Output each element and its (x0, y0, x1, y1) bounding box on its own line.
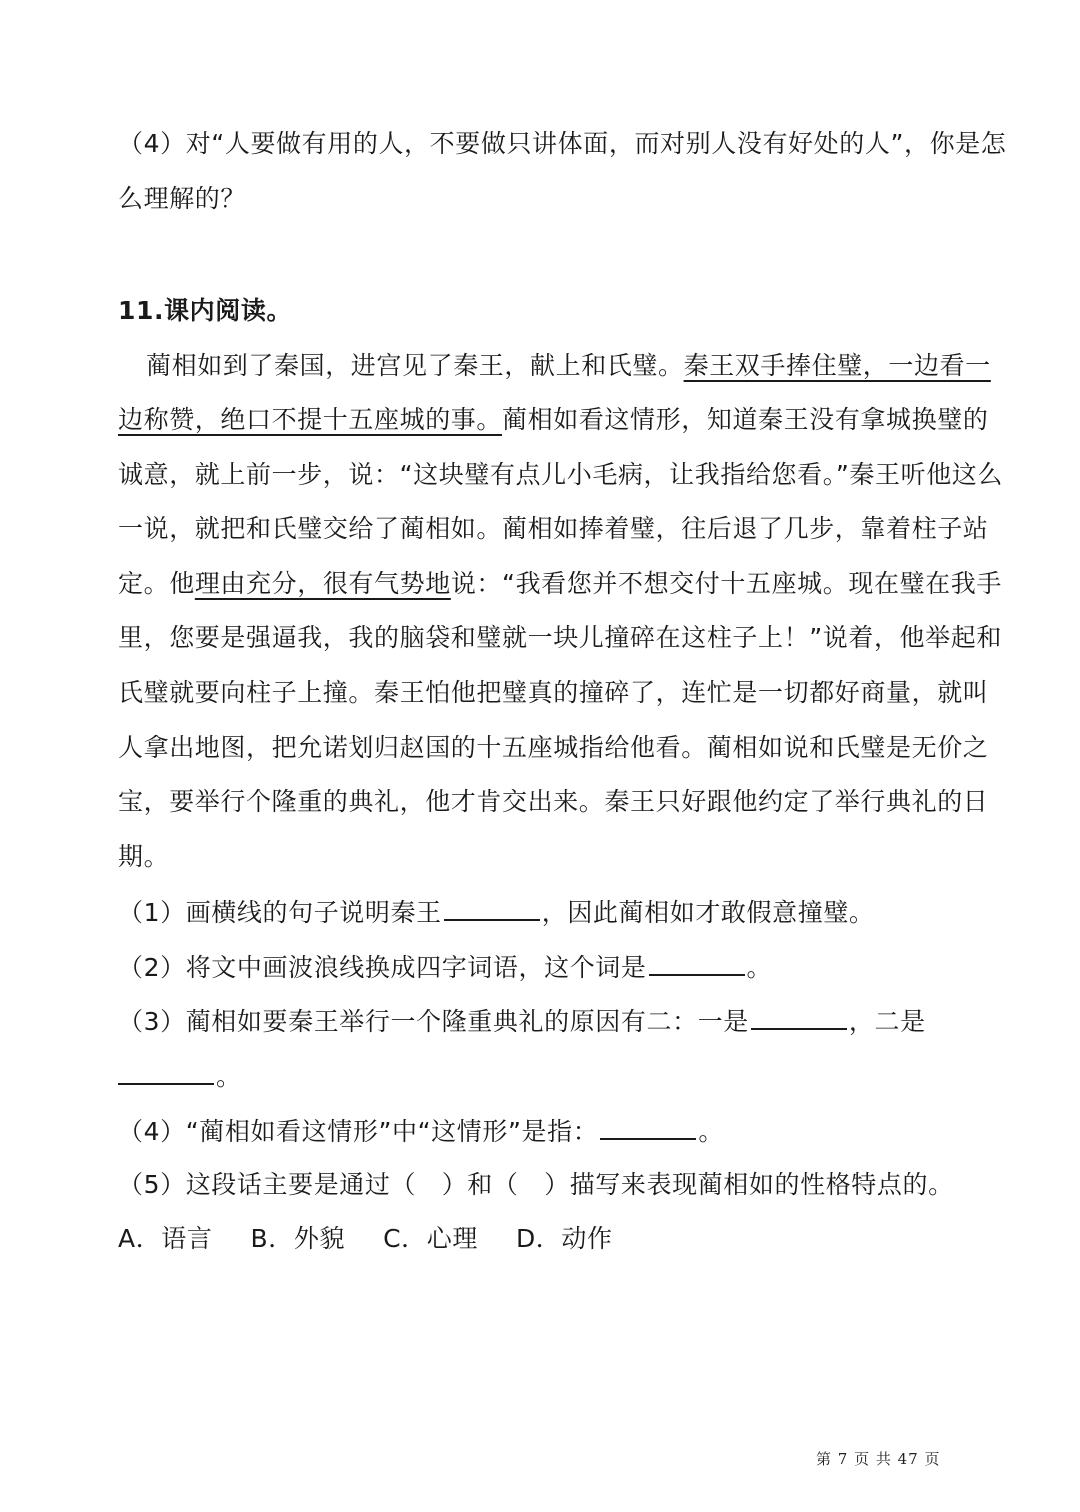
answer-blank[interactable] (444, 895, 540, 921)
passage-text: 定。他 (118, 569, 195, 598)
option-a[interactable]: A．语言 (118, 1224, 213, 1253)
question-text: 。 (746, 953, 773, 982)
passage-line-8: 人拿出地图，把允诺划归赵国的十五座城指给他看。蔺相如说和氏璧是无价之 (118, 733, 989, 762)
passage-line-3: 诚意，就上前一步，说：“这块璧有点儿小毛病，让我指给您看。”秦王听他这么 (118, 460, 1004, 489)
option-b[interactable]: B．外貌 (250, 1224, 346, 1253)
passage-line-5 (118, 567, 1002, 601)
question-4 (118, 1114, 724, 1149)
options-row (118, 1222, 651, 1256)
question-3 (118, 1004, 926, 1039)
passage-text: 蔺相如到了秦国，进宫见了秦王，献上和氏璧。 (146, 351, 684, 380)
question-text: （1）画横线的句子说明秦王 (118, 898, 442, 927)
question-2 (118, 950, 772, 985)
question-text: 。 (698, 1117, 724, 1146)
answer-blank[interactable] (600, 1114, 696, 1140)
wavy-line-phrase: 理由充分，很有气势地 (194, 569, 451, 598)
question-5: （5）这段话主要是通过（ ）和（ ）描写来表现蔺相如的性格特点的。 (118, 1170, 954, 1199)
passage-text: 蔺相如看这情形，知道秦王没有拿城换璧的 (502, 405, 989, 434)
passage-line-1 (146, 349, 991, 383)
question-3-cont (118, 1059, 242, 1094)
passage-line-10: 期。 (118, 842, 170, 871)
passage-line-6: 里，您要是强逼我，我的脑袋和璧就一块儿撞碎在这柱子上！”说着，他举起和 (118, 623, 1002, 652)
answer-blank[interactable] (649, 950, 745, 976)
passage-line-4: 一说，就把和氏璧交给了蔺相如。蔺相如捧着璧，往后退了几步，靠着柱子站 (118, 514, 989, 543)
underlined-sentence: 秦王双手捧住璧，一边看一 (683, 351, 991, 380)
q10-4-line1: （4）对“人要做有用的人，不要做只讲体面，而对别人没有好处的人”，你是怎 (118, 129, 1007, 158)
question-text: ，二是 (848, 1007, 926, 1036)
q10-4-line2: 么理解的？ (118, 184, 247, 213)
passage-line-7: 氏璧就要向柱子上撞。秦王怕他把璧真的撞碎了，连忙是一切都好商量，就叫 (118, 678, 989, 707)
q11-title: 11.课内阅读。 (118, 296, 293, 325)
passage-text: 说：“我看您并不想交付十五座城。现在璧在我手 (450, 569, 1002, 598)
question-1 (118, 895, 875, 930)
option-d[interactable]: D．动作 (515, 1224, 613, 1253)
passage-line-9: 宝，要举行个隆重的典礼，他才肯交出来。秦王只好跟他约定了举行典礼的日 (118, 787, 989, 816)
question-text: 。 (216, 1062, 242, 1091)
underlined-sentence: 边称赞，绝口不提十五座城的事。 (118, 405, 503, 434)
page-number-footer: 第 7 页 共 47 页 (816, 1450, 941, 1468)
question-text: （3）蔺相如要秦王举行一个隆重典礼的原因有二：一是 (118, 1007, 749, 1036)
question-text: （4）“蔺相如看这情形”中“这情形”是指： (118, 1117, 599, 1146)
question-text: ，因此蔺相如才敢假意撞璧。 (541, 898, 875, 927)
passage-line-2 (118, 403, 988, 437)
answer-blank[interactable] (751, 1004, 847, 1030)
answer-blank[interactable] (118, 1059, 214, 1085)
option-c[interactable]: C．心理 (383, 1224, 478, 1253)
question-text: （2）将文中画波浪线换成四字词语，这个词是 (118, 953, 647, 982)
